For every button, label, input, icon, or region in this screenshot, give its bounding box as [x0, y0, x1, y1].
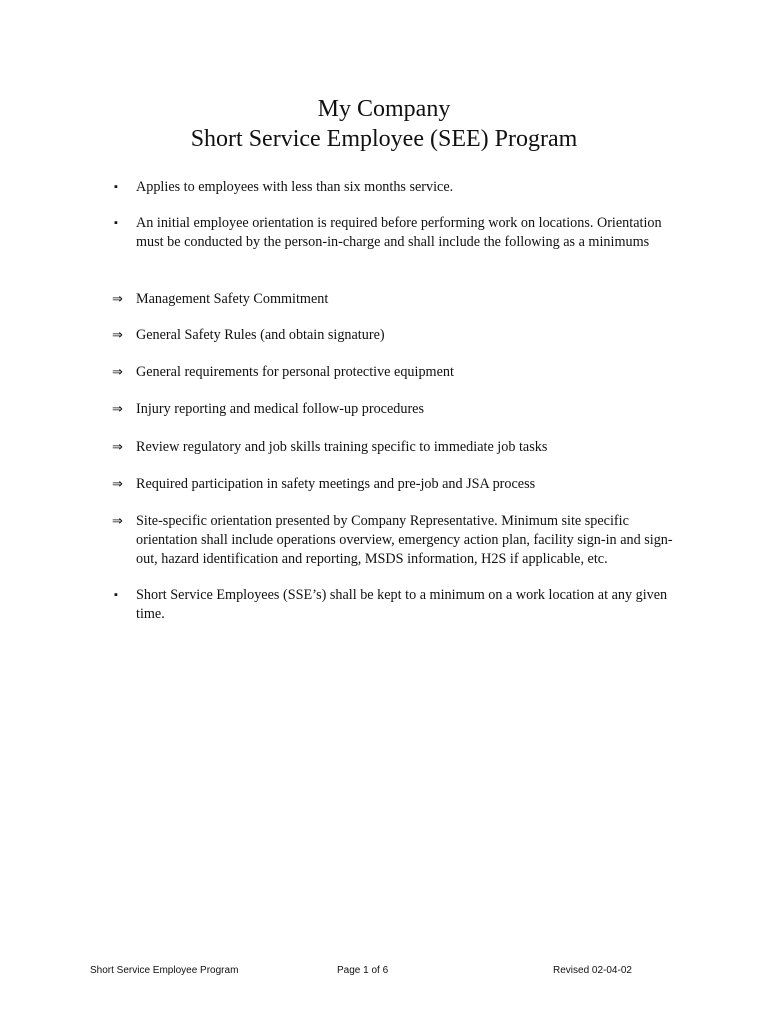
list-item-text: Injury reporting and medical follow-up procedures: [136, 401, 424, 417]
company-name: My Company: [317, 96, 451, 122]
arrow-right-icon: ⇒: [112, 365, 123, 380]
arrow-right-icon: ⇒: [112, 477, 123, 492]
list-item: [112, 290, 687, 309]
square-bullet-icon: ▪: [114, 589, 118, 601]
program-title: Short Service Employee (SEE) Program: [190, 126, 578, 152]
list-item: [112, 512, 687, 569]
list-item: [112, 214, 687, 252]
list-item-text: Required participation in safety meetings and pre-job and JSA process: [136, 476, 536, 492]
list-item-text: General requirements for personal protective equipment: [136, 364, 454, 380]
footer-document-name: Short Service Employee Program: [90, 965, 239, 976]
list-item: [112, 178, 687, 197]
list-item: [112, 586, 687, 624]
list-item-text: Management Safety Commitment: [136, 291, 329, 307]
list-item: [112, 475, 687, 494]
arrow-right-icon: ⇒: [112, 440, 123, 455]
square-bullet-icon: ▪: [114, 181, 118, 193]
list-item-text: Review regulatory and job skills training specific to immediate job tasks: [136, 439, 548, 455]
list-item: [112, 363, 687, 382]
arrow-right-icon: ⇒: [112, 328, 123, 343]
list-item-text: Site-specific orientation presented by Company Representative. Minimum site specific orientation shall include operations overview, emergency action plan, facility sign-in and sign-out, hazard identification and reporting, MSDS information, H2S if applicable, etc.: [136, 513, 673, 567]
footer-page-number: Page 1 of 6: [337, 965, 389, 976]
list-item-text: Short Service Employees (SSE’s) shall be kept to a minimum on a work location at any given time.: [136, 587, 668, 622]
footer-revision-date: Revised 02-04-02: [553, 965, 632, 976]
list-item: [112, 326, 687, 345]
square-bullet-icon: ▪: [114, 217, 118, 229]
arrow-right-icon: ⇒: [112, 402, 123, 417]
list-item: [112, 438, 687, 457]
list-item: [112, 400, 687, 419]
list-item-text: An initial employee orientation is required before performing work on locations. Orientation must be conducted by the person-in-charge and shall include the following as a minimums: [136, 215, 662, 250]
arrow-right-icon: ⇒: [112, 292, 123, 307]
list-item-text: Applies to employees with less than six months service.: [136, 179, 454, 195]
document-title: [0, 94, 768, 154]
list-item-text: General Safety Rules (and obtain signature): [136, 327, 385, 343]
arrow-right-icon: ⇒: [112, 514, 123, 529]
